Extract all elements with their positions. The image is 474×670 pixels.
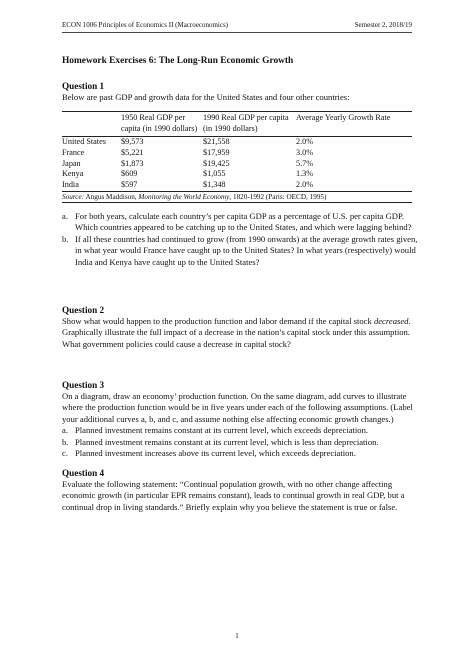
question-2-emphasis: decreased	[373, 316, 409, 326]
table-row	[62, 148, 412, 159]
list-item	[62, 448, 418, 459]
table-cell: United States	[62, 137, 106, 146]
table-source-row	[62, 191, 412, 202]
question-4-heading: Question 4	[62, 468, 105, 478]
question-4-text: Evaluate the following statement: “Continual population growth, with no other change affecting economic growth (in particular EPR remains constant), leads to continual growth in real GDP, but a continual drop in living standards.” Briefly explain why you believe the statement is true or false.	[62, 479, 405, 512]
table-row	[62, 159, 412, 170]
list-marker: b.	[62, 233, 69, 244]
header-divider	[62, 32, 412, 33]
source-title: Monitoring the World Economy	[138, 192, 230, 201]
table-cell: India	[62, 180, 121, 191]
table-cell: $609	[121, 169, 138, 179]
list-marker: a.	[62, 211, 68, 221]
table-cell: 3.0%	[296, 147, 314, 157]
question-2-text	[62, 316, 418, 350]
table-header-row	[62, 112, 412, 137]
page-number: 1	[235, 631, 239, 640]
question-2-text-part: . Graphically illustrate the full impact of a decrease in the nation’s capital stock under this assumption. What government policies could cause a decrease in capital stock?	[62, 316, 411, 349]
table-cell: $1,348	[203, 180, 296, 191]
table-cell: $5,221	[121, 147, 144, 157]
table-source-note	[62, 191, 412, 202]
list-item	[62, 425, 418, 436]
source-author: Angus Maddison,	[84, 192, 139, 201]
list-marker: c.	[62, 448, 68, 459]
table-row	[62, 137, 412, 148]
list-item-text: For both years, calculate each country’s per capita GDP as a percentage of U.S. per capita GDP. Which countries appeared to be catching up to the United States, and which were lagging behind?	[75, 211, 412, 233]
table-cell: $1,873	[121, 158, 144, 168]
list-item-text: If all these countries had continued to grow (from 1990 onwards) at the average growth rates given, in what year would France have caught up to the United States? In what years (respectively) would India and Kenya have caught up to the United States?	[75, 233, 418, 267]
source-publication: , 1820-1992 (Paris: OECD, 1995)	[229, 192, 327, 201]
list-marker: a.	[62, 425, 68, 436]
gdp-table	[62, 111, 412, 203]
list-item-text: Planned investment remains constant at its current level, which exceeds depreciation.	[75, 425, 369, 436]
list-item	[62, 234, 418, 268]
table-header-cell: 1990 Real GDP per capita (in 1990 dollars)	[203, 112, 296, 137]
list-item	[62, 211, 418, 234]
table-cell: $1,055	[203, 169, 226, 179]
question-1-heading: Question 1	[62, 81, 105, 91]
question-4-block	[62, 468, 418, 513]
document-title: Homework Exercises 6: The Long-Run Economic Growth	[62, 56, 294, 66]
table-cell: $21,558	[203, 137, 230, 146]
table-cell: 2.0%	[296, 137, 314, 146]
table-cell: 5.7%	[296, 158, 314, 168]
list-item-text: Planned investment increases above its current level, which exceeds depreciation.	[75, 448, 356, 459]
question-3-block	[62, 380, 418, 459]
table-header-cell: 1950 Real GDP per capita (in 1990 dollars)	[121, 112, 203, 137]
page-header	[62, 21, 412, 29]
table-row	[62, 169, 412, 180]
table-header-cell: Average Yearly Growth Rate	[296, 112, 412, 137]
table-cell: 2.0%	[296, 180, 412, 191]
table-cell: $9,573	[121, 137, 144, 146]
table-header-cell	[62, 112, 121, 137]
table-cell: Kenya	[62, 169, 84, 179]
semester-label: Semester 2, 2018/19	[354, 21, 412, 29]
table-cell: France	[62, 147, 85, 157]
question-2-block	[62, 305, 418, 350]
course-title: ECON 1006 Principles of Economics II (Macroeconomics)	[62, 21, 229, 29]
list-item	[62, 437, 418, 448]
question-3-list	[62, 425, 418, 459]
table-cell: $597	[121, 180, 203, 191]
question-1-items	[62, 211, 418, 268]
source-label: Source:	[62, 192, 85, 201]
question-1-list	[62, 211, 418, 268]
question-1-intro-block	[62, 81, 422, 103]
question-2-heading: Question 2	[62, 305, 105, 315]
question-1-intro: Below are past GDP and growth data for the United States and four other countries:	[62, 92, 350, 102]
question-2-text-part: Show what would happen to the production function and labor demand if the capital stock	[62, 316, 374, 326]
list-marker: b.	[62, 436, 69, 447]
table-cell: 1.3%	[296, 169, 314, 179]
table-cell: Japan	[62, 158, 81, 168]
list-item-text: Planned investment remains constant at its current level, which is less than depreciation.	[75, 436, 379, 447]
table-cell: $19,425	[203, 158, 230, 168]
question-3-intro: On a diagram, draw an economy’ production function. On the same diagram, add curves to illustrate where the production function would be in five years under each of the following assumptions. (Label your additional curves a, b, and c, and assume nothing else affecting economic growth changes.)	[62, 391, 413, 424]
table-cell: $17,959	[203, 147, 230, 157]
question-3-heading: Question 3	[62, 380, 105, 390]
table-row	[62, 180, 412, 191]
